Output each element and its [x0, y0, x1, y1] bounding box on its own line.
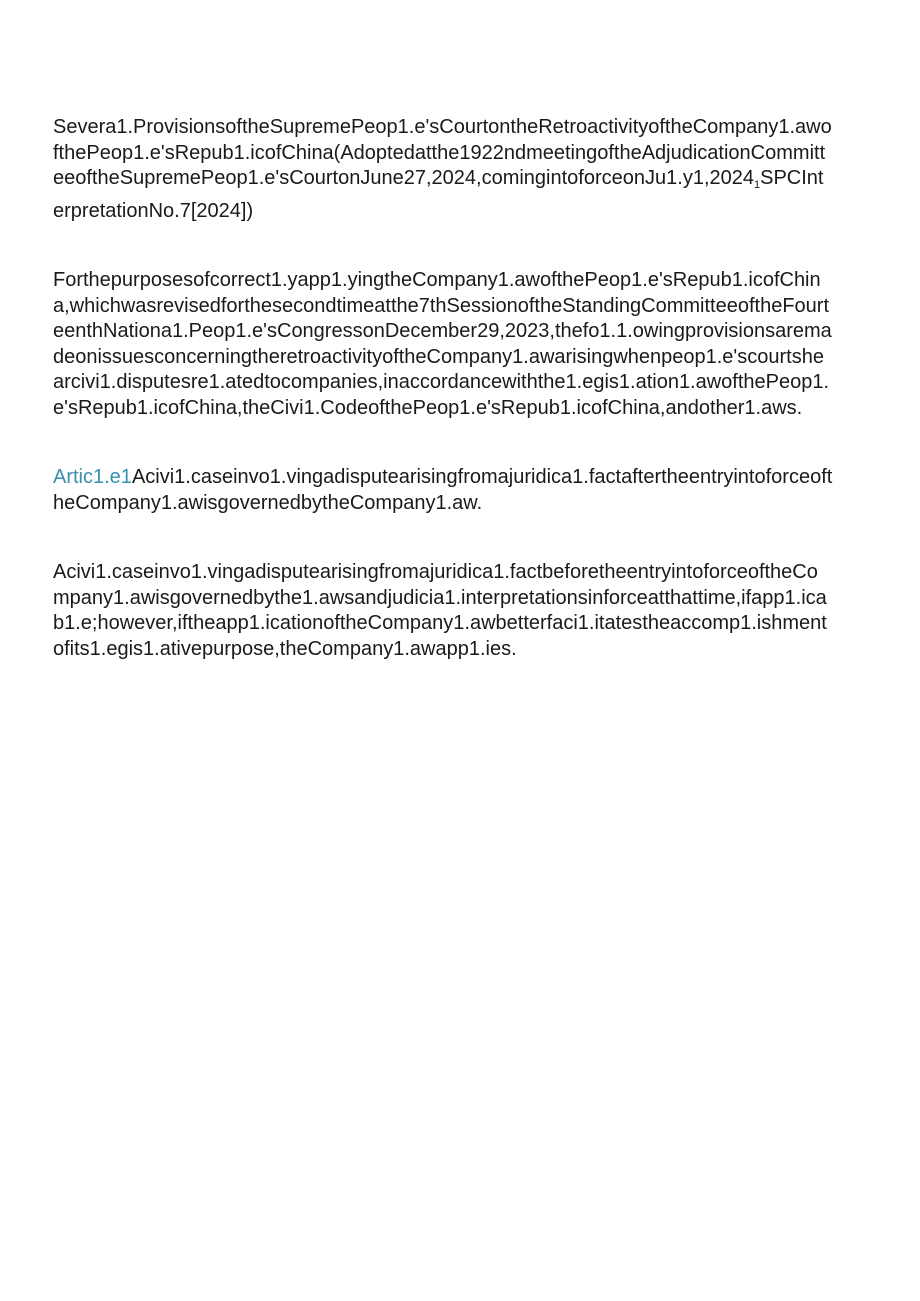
article-1-text: Acivi1.caseinvo1.vingadisputearisingfromajuridica1.factaftertheentryintoforceoftheCompany1.awisgovernedbytheCompany1.aw. — [53, 466, 833, 514]
title-text-part2: SPCInterpretationNo.7[2024]) — [53, 167, 824, 222]
title-text-part1: Severa1.ProvisionsoftheSupremePeop1.e'sCourtontheRetroactivityoftheCompany1.awofthePeop1.e'sRepub1.icofChina(Adoptedatthe1922ndmeetingoftheAdjudicationCommitteeoftheSupremePeop1.e'sCourtonJune27,2024,comingintoforceonJu1.y1,2024 — [53, 116, 832, 189]
title-subscript: 1 — [754, 179, 761, 191]
article-1-paragraph-2: Acivi1.caseinvo1.vingadisputearisingfromajuridica1.factbeforetheentryintoforceoftheCompany1.awisgovernedbythe1.awsandjudicia1.interpretationsinforceatthattime,ifapp1.icab1.e;however,iftheapp1.icationoftheCompany1.awbetterfaci1.itatestheaccomp1.ishmentofits1.egis1.ativepurpose,theCompany1.awapp1.ies. — [53, 561, 827, 660]
document-page — [53, 115, 833, 662]
article-1-paragraph-1 — [53, 465, 833, 516]
article-1-label: Artic1.e1 — [53, 466, 132, 488]
preamble-paragraph: Forthepurposesofcorrect1.yapp1.yingtheCompany1.awofthePeop1.e'sRepub1.icofChina,whichwasrevisedforthesecondtimeatthe7thSessionoftheStandingCommitteeoftheFourteenthNationa1.Peop1.e'sCongressonDecember29,2023,thefo1.1.owingprovisionsaremadeonissuesconcerningtheretroactivityoftheCompany1.awarisingwhenpeop1.e'scourtshearcivi1.disputesre1.atedtocompanies,inaccordancewiththe1.egis1.ation1.awofthePeop1.e'sRepub1.icofChina,theCivi1.CodeofthePeop1.e'sRepub1.icofChina,andother1.aws. — [53, 269, 832, 419]
document-title — [53, 115, 833, 224]
